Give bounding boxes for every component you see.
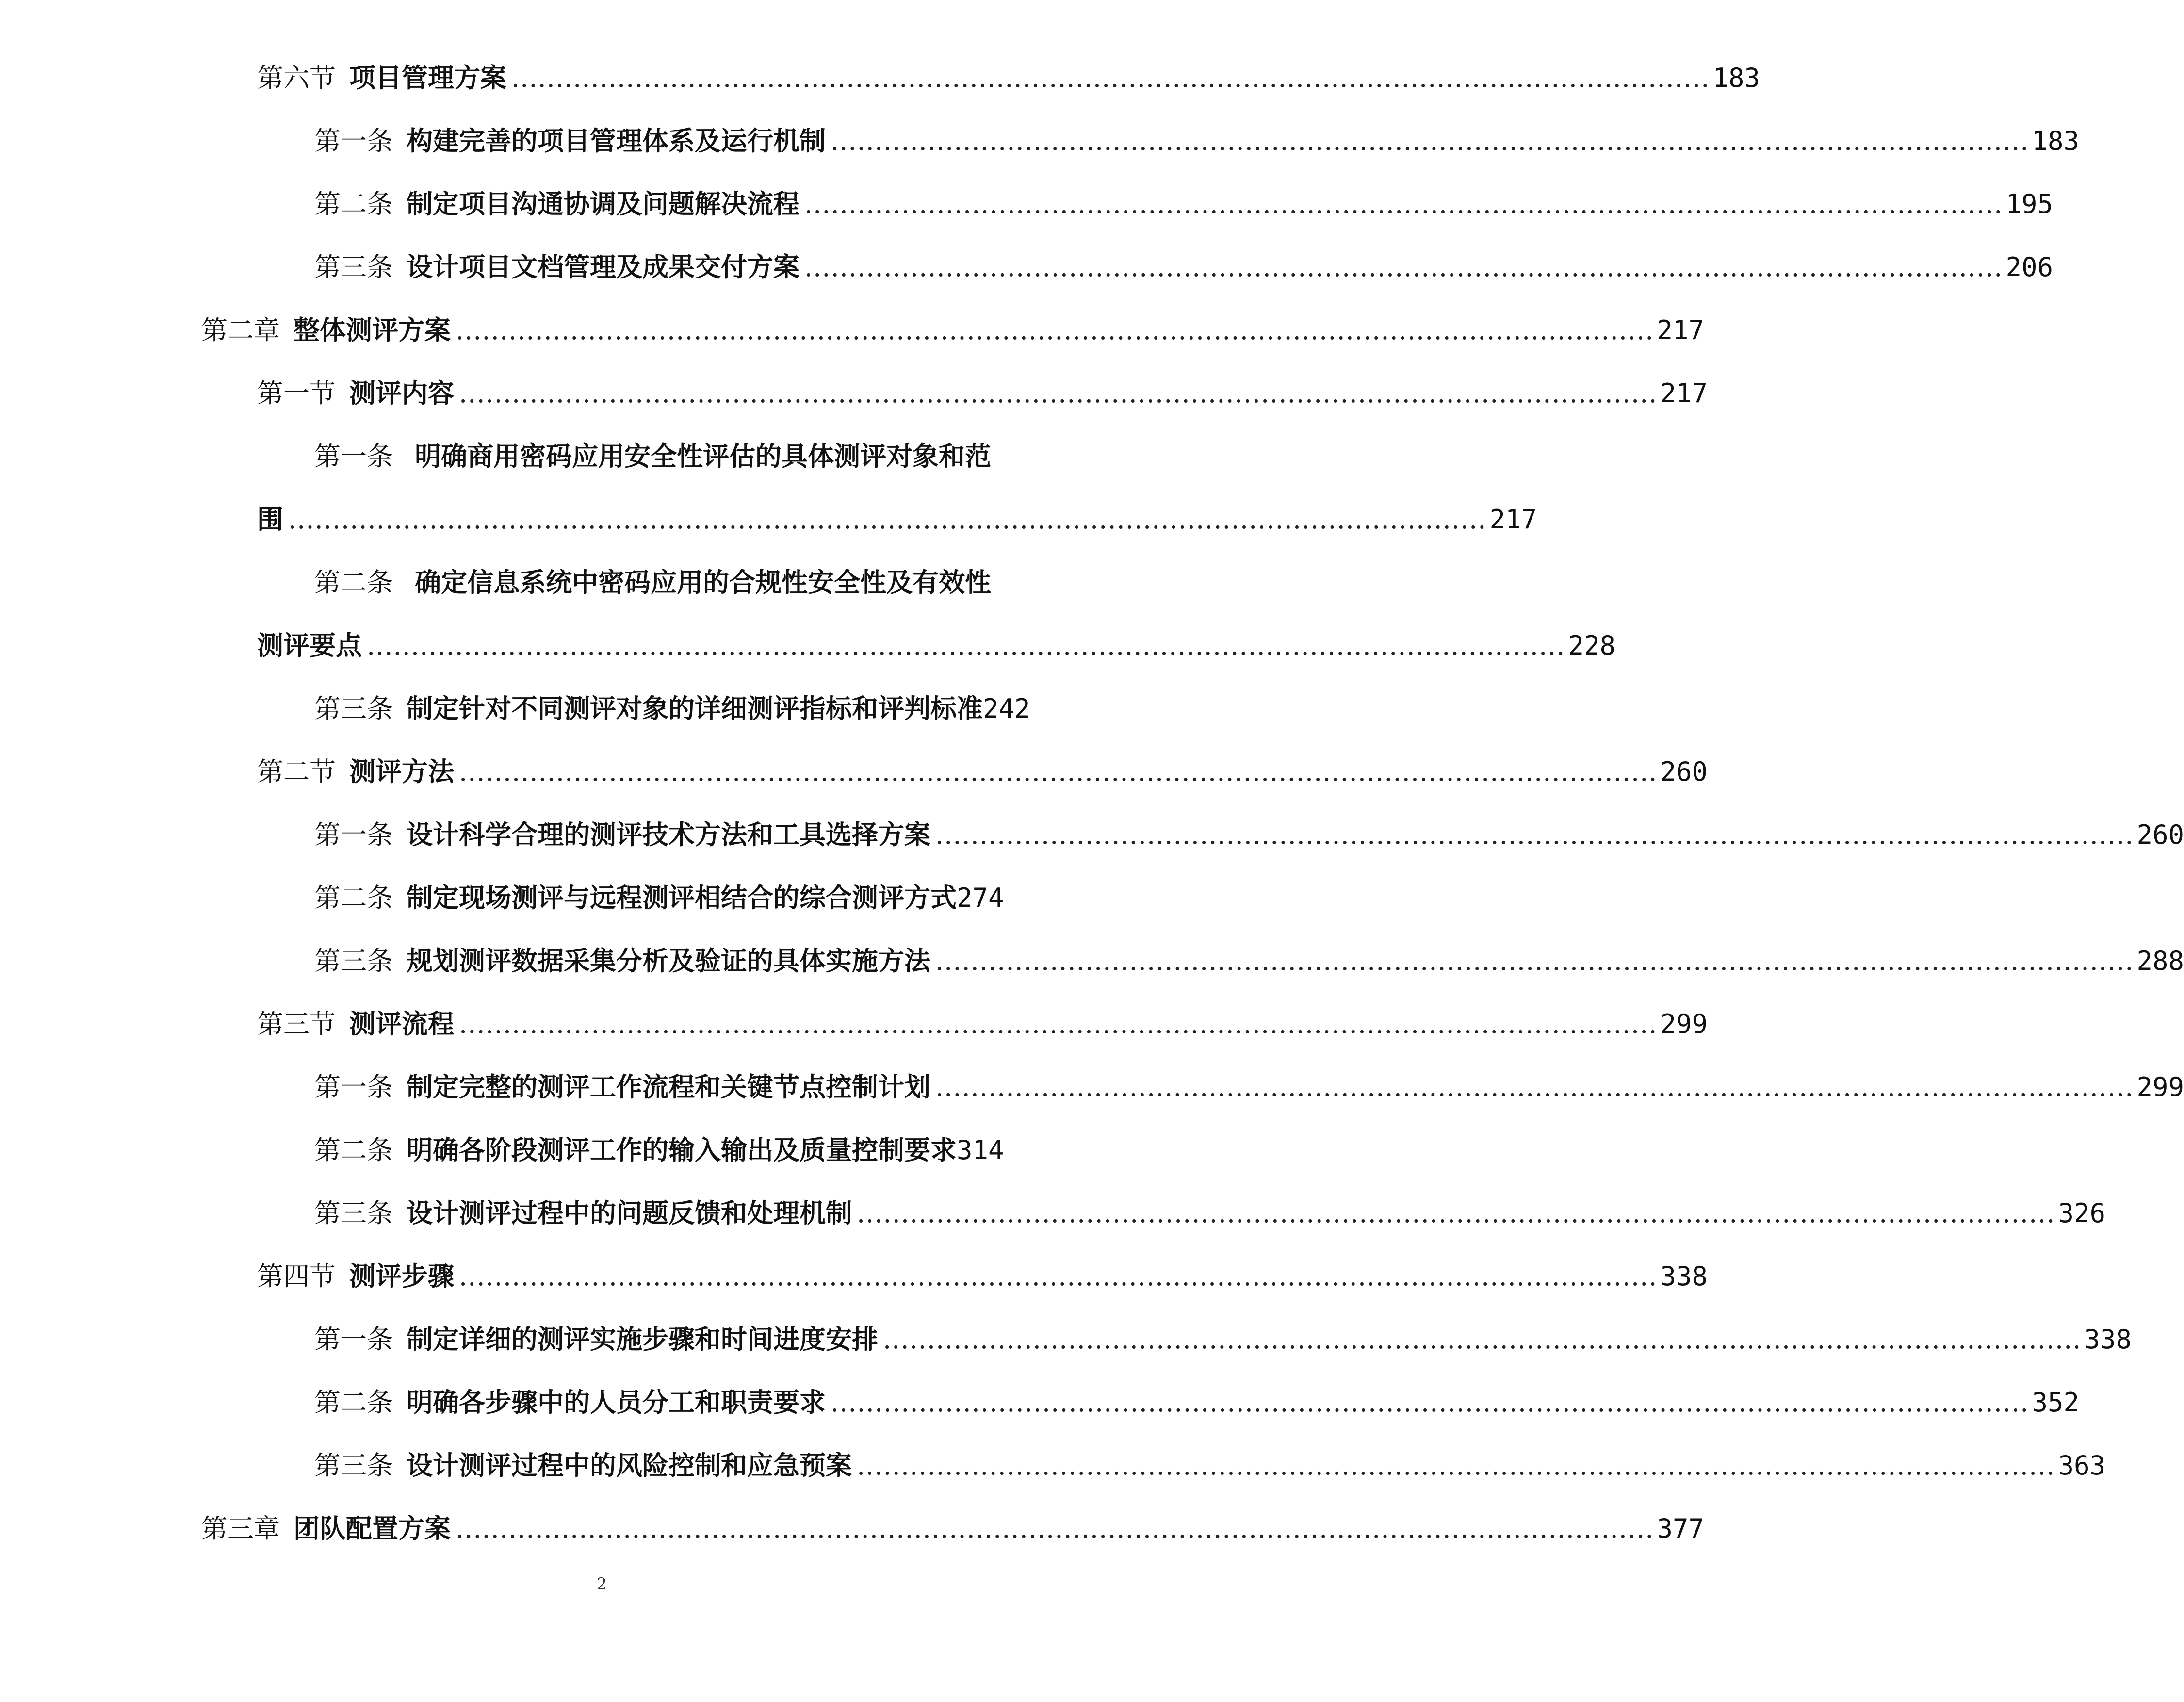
toc-entry-page: 288 xyxy=(2136,946,2184,976)
dot-leader: ........................................................................................................................................ xyxy=(804,252,2003,282)
toc-entry-page: 217 xyxy=(1657,315,1704,345)
toc-entry-title: 设计测评过程中的问题反馈和处理机制 xyxy=(407,1197,852,1228)
toc-entry-page: 377 xyxy=(1657,1513,1704,1544)
toc-entry-page: 242 xyxy=(983,693,1030,724)
toc-entry-article[interactable] xyxy=(314,116,2079,165)
toc-entry-title: 制定针对不同测评对象的详细测评指标和评判标准 xyxy=(407,693,983,724)
dot-leader: ........................................................................................................................................ xyxy=(459,756,1658,787)
toc-entry-page: 217 xyxy=(1489,504,1537,535)
toc-entry-page: 314 xyxy=(957,1135,1004,1165)
dot-leader: ........................................................................................................................................ xyxy=(367,630,1565,661)
toc-entry-article[interactable] xyxy=(314,558,991,606)
toc-entry-title: 制定完整的测评工作流程和关键节点控制计划 xyxy=(407,1071,930,1102)
toc-entry-number: 第三条 xyxy=(314,252,393,282)
toc-entry-number: 第二条 xyxy=(314,883,393,913)
toc-entry-title: 明确商用密码应用安全性评估的具体测评对象和范 xyxy=(415,441,992,472)
dot-leader: ........................................................................................................................................ xyxy=(459,1261,1658,1292)
toc-entry-number: 第一条 xyxy=(314,1072,393,1102)
toc-entry-page: 260 xyxy=(1660,756,1708,787)
toc-entry-page: 352 xyxy=(2032,1387,2079,1418)
toc-entry-number: 第三条 xyxy=(314,1450,393,1481)
toc-entry-number: 第六节 xyxy=(257,63,336,93)
toc-entry-page: 338 xyxy=(2084,1324,2132,1355)
toc-entry-page: 183 xyxy=(2032,126,2079,156)
toc-entry-title: 设计测评过程中的风险控制和应急预案 xyxy=(407,1450,852,1481)
toc-entry-article[interactable] xyxy=(314,1441,2105,1489)
dot-leader: ........................................................................................................................................ xyxy=(511,63,1710,93)
toc-entry-title-continued: 测评要点 xyxy=(257,630,362,661)
toc-entry-number: 第二章 xyxy=(201,315,280,345)
dot-leader: ........................................................................................................................................ xyxy=(857,1198,2055,1228)
toc-entry-number: 第一条 xyxy=(314,441,393,472)
toc-entry-page: 206 xyxy=(2005,252,2053,282)
toc-entry-number: 第一节 xyxy=(257,378,336,409)
toc-entry-title: 测评内容 xyxy=(349,377,454,409)
toc-entry-section[interactable] xyxy=(257,999,1708,1048)
toc-entry-article[interactable] xyxy=(314,873,1004,922)
toc-entry-title-continued: 围 xyxy=(257,504,283,535)
toc-entry-number: 第三条 xyxy=(314,693,393,724)
toc-entry-title: 项目管理方案 xyxy=(349,62,506,93)
toc-entry-title: 设计科学合理的测评技术方法和工具选择方案 xyxy=(407,819,930,850)
toc-entry-title: 构建完善的项目管理体系及运行机制 xyxy=(407,125,826,156)
toc-entry-section[interactable] xyxy=(257,1252,1708,1300)
dot-leader: ........................................................................................................................................ xyxy=(831,126,2029,156)
dot-leader: ........................................................................................................................................ xyxy=(935,819,2134,850)
toc-entry-page: 326 xyxy=(2058,1198,2105,1228)
dot-leader: ........................................................................................................................................ xyxy=(883,1324,2082,1355)
toc-entry-number: 第二条 xyxy=(314,1135,393,1165)
toc-entry-article[interactable] xyxy=(314,1378,2079,1426)
dot-leader: ........................................................................................................................................ xyxy=(804,189,2003,219)
toc-entry-number: 第一条 xyxy=(314,126,393,156)
toc-entry-number: 第一条 xyxy=(314,819,393,850)
toc-entry-section[interactable] xyxy=(257,369,1708,417)
toc-entry-number: 第二条 xyxy=(314,567,393,598)
toc-entry-number: 第二节 xyxy=(257,756,336,787)
toc-entry-article[interactable] xyxy=(314,432,991,480)
toc-entry-chapter[interactable] xyxy=(201,306,1704,354)
toc-entry-title: 确定信息系统中密码应用的合规性安全性及有效性 xyxy=(415,567,992,598)
toc-entry-number: 第三条 xyxy=(314,946,393,976)
toc-entry-title: 制定项目沟通协调及问题解决流程 xyxy=(407,188,799,219)
toc-entry-article[interactable] xyxy=(314,810,2184,859)
toc-entry-number: 第三节 xyxy=(257,1009,336,1039)
toc-entry-number: 第二条 xyxy=(314,189,393,219)
toc-entry-section[interactable] xyxy=(257,747,1708,796)
toc-entry-page: 363 xyxy=(2058,1450,2105,1481)
toc-entry-continuation[interactable] xyxy=(257,495,1537,543)
toc-entry-article[interactable] xyxy=(314,936,2184,985)
toc-entry-number: 第二条 xyxy=(314,1387,393,1418)
toc-entry-number: 第三章 xyxy=(201,1513,280,1544)
toc-entry-page: 274 xyxy=(957,883,1004,913)
dot-leader: ........................................................................................................................................ xyxy=(456,315,1654,345)
toc-entry-title: 测评步骤 xyxy=(349,1260,454,1292)
toc-entry-title: 设计项目文档管理及成果交付方案 xyxy=(407,251,799,282)
page-number: 2 xyxy=(596,1574,607,1594)
toc-entry-title: 制定详细的测评实施步骤和时间进度安排 xyxy=(407,1324,878,1355)
toc-entry-page: 217 xyxy=(1660,378,1708,409)
toc-entry-title: 测评方法 xyxy=(349,756,454,787)
toc-entry-chapter[interactable] xyxy=(201,1504,1704,1553)
toc-entry-article[interactable] xyxy=(314,1063,2184,1111)
toc-entry-title: 明确各阶段测评工作的输入输出及质量控制要求 xyxy=(407,1134,957,1165)
toc-entry-section[interactable] xyxy=(257,53,1760,102)
dot-leader: ........................................................................................................................................ xyxy=(288,504,1487,535)
toc-entry-continuation[interactable] xyxy=(257,621,1615,670)
toc-entry-page: 260 xyxy=(2136,819,2184,850)
toc-entry-title: 整体测评方案 xyxy=(293,314,451,345)
toc-entry-page: 228 xyxy=(1568,630,1615,661)
toc-entry-page: 299 xyxy=(2136,1072,2184,1102)
toc-entry-article[interactable] xyxy=(314,1189,2105,1237)
dot-leader: ........................................................................................................................................ xyxy=(831,1387,2029,1418)
dot-leader: ........................................................................................................................................ xyxy=(935,946,2134,976)
dot-leader: ........................................................................................................................................ xyxy=(459,378,1658,409)
toc-entry-article[interactable] xyxy=(314,243,2053,291)
toc-entry-article[interactable] xyxy=(314,1315,2132,1363)
toc-entry-number: 第四节 xyxy=(257,1261,336,1292)
toc-entry-article[interactable] xyxy=(314,1126,1004,1174)
toc-entry-number: 第一条 xyxy=(314,1324,393,1355)
toc-entry-page: 338 xyxy=(1660,1261,1708,1292)
toc-entry-page: 299 xyxy=(1660,1009,1708,1039)
toc-entry-article[interactable] xyxy=(314,180,2053,228)
toc-entry-number: 第三条 xyxy=(314,1198,393,1228)
toc-entry-article[interactable] xyxy=(314,684,1030,733)
dot-leader: ........................................................................................................................................ xyxy=(857,1450,2055,1481)
toc-entry-title: 明确各步骤中的人员分工和职责要求 xyxy=(407,1387,826,1418)
toc-entry-title: 团队配置方案 xyxy=(293,1513,451,1544)
toc-entry-page: 195 xyxy=(2005,189,2053,219)
dot-leader: ........................................................................................................................................ xyxy=(459,1009,1658,1039)
dot-leader: ........................................................................................................................................ xyxy=(935,1072,2134,1102)
toc-entry-title: 测评流程 xyxy=(349,1008,454,1039)
dot-leader: ........................................................................................................................................ xyxy=(456,1513,1654,1544)
toc-entry-title: 制定现场测评与远程测评相结合的综合测评方式 xyxy=(407,882,957,913)
toc-entry-page: 183 xyxy=(1712,63,1760,93)
toc-entry-title: 规划测评数据采集分析及验证的具体实施方法 xyxy=(407,945,930,976)
